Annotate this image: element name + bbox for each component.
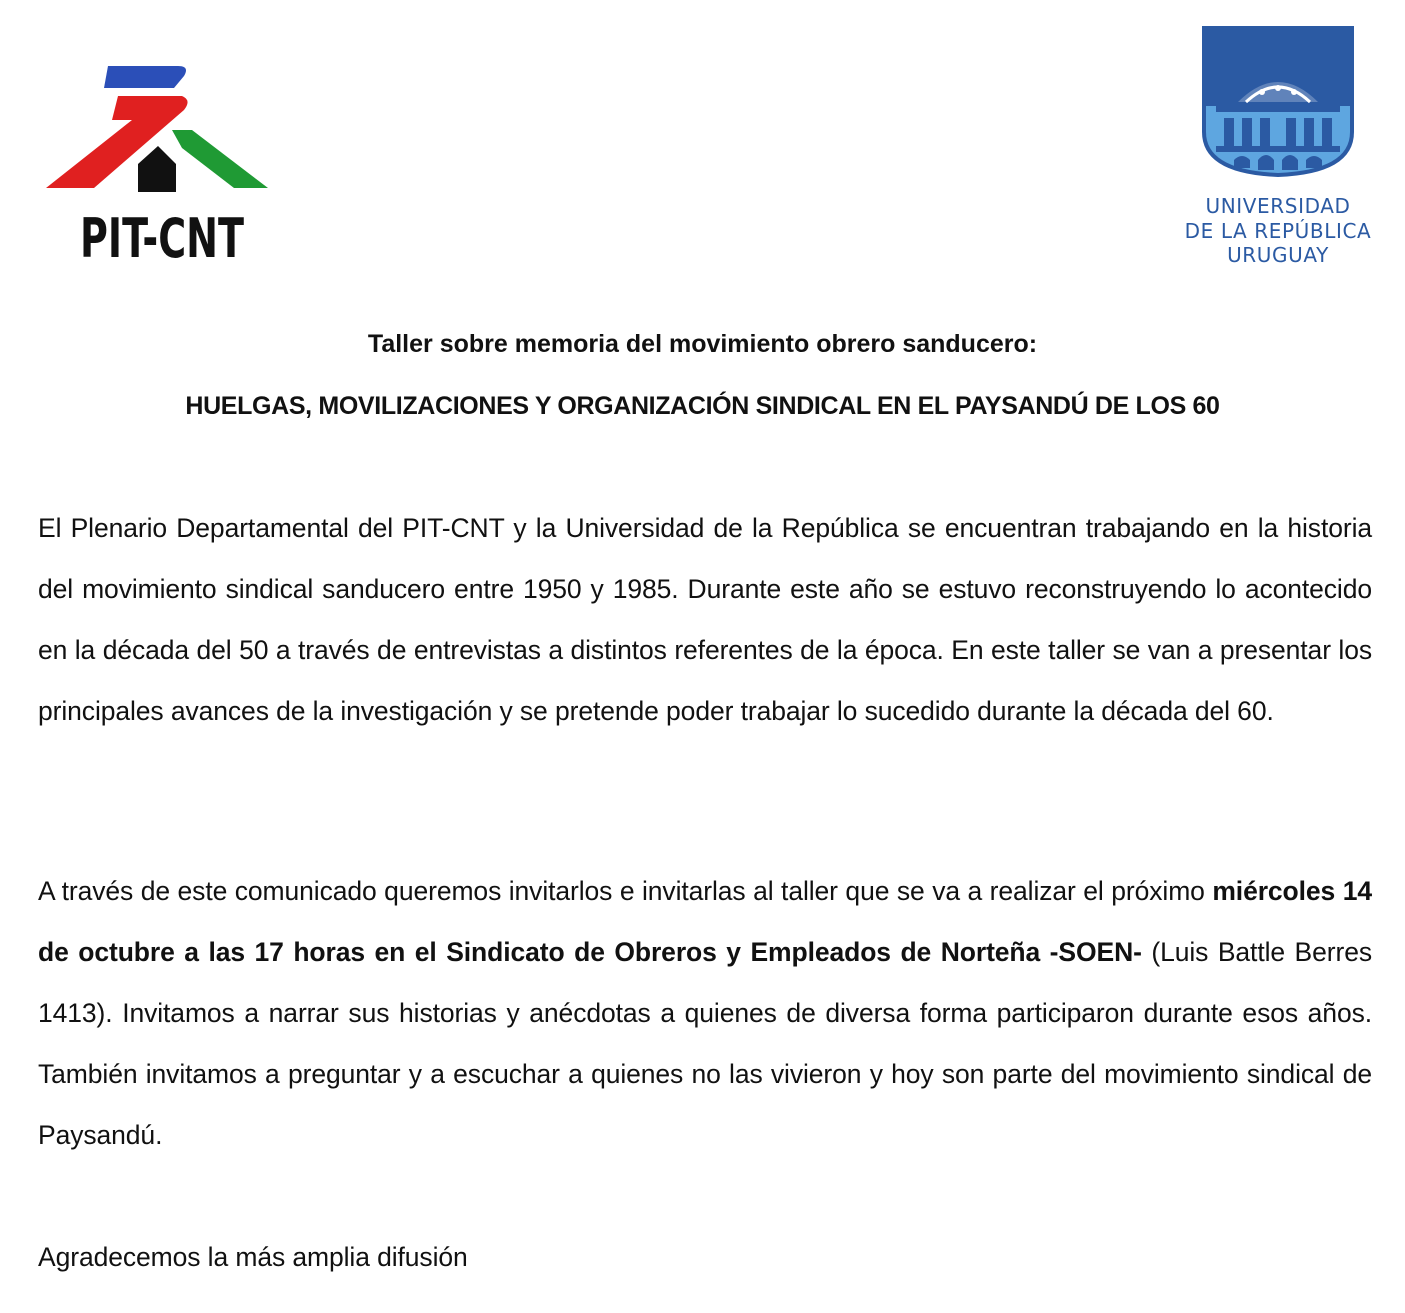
event-details: miércoles 14 de octubre a las 17 horas en el Sindicato de Obreros y Empleados de Norteña -SOEN-	[38, 876, 1372, 967]
udelar-logo	[1176, 22, 1380, 272]
invitation-intro: A través de este comunicado queremos invitarlos e invitarlas al taller que se va a realizar el próximo	[38, 876, 1213, 906]
udelar-shield-icon	[1176, 22, 1380, 187]
body-paragraph-2	[38, 861, 1372, 1166]
pit-cnt-logo	[42, 58, 274, 270]
udelar-wordmark	[1176, 194, 1380, 268]
pit-cnt-logo-graphic	[42, 58, 274, 270]
pit-cnt-wordmark: PIT-CNT	[80, 207, 245, 270]
udelar-line-2: DE LA REPÚBLICA	[1184, 218, 1372, 243]
closing-line: Agradecemos la más amplia difusión	[38, 1242, 468, 1272]
udelar-line-3: URUGUAY	[1227, 243, 1329, 267]
invitation-rest: (Luis Battle Berres 1413). Invitamos a narrar sus historias y anécdotas a quienes de diversa forma participaron durante esos años. También invitamos a preguntar y a escuchar a quienes no las vivieron y hoy son parte del movimiento sindical de Paysandú.	[38, 937, 1372, 1150]
body-paragraph-1: El Plenario Departamental del PIT-CNT y la Universidad de la República se encuentran trabajando en la historia del movimiento sindical sanducero entre 1950 y 1985. Durante este año se estuvo reconstruyendo lo acontecido en la década del 50 a través de entrevistas a distintos referentes de la época. En este taller se van a presentar los principales avances de la investigación y se pretende poder trabajar lo sucedido durante la década del 60.	[38, 513, 1372, 726]
udelar-line-1: UNIVERSIDAD	[1205, 194, 1351, 218]
title-line-1: Taller sobre memoria del movimiento obrero sanducero:	[367, 330, 1038, 358]
title-line-2: HUELGAS, MOVILIZACIONES Y ORGANIZACIÓN SINDICAL EN EL PAYSANDÚ DE LOS 60	[185, 392, 1220, 420]
